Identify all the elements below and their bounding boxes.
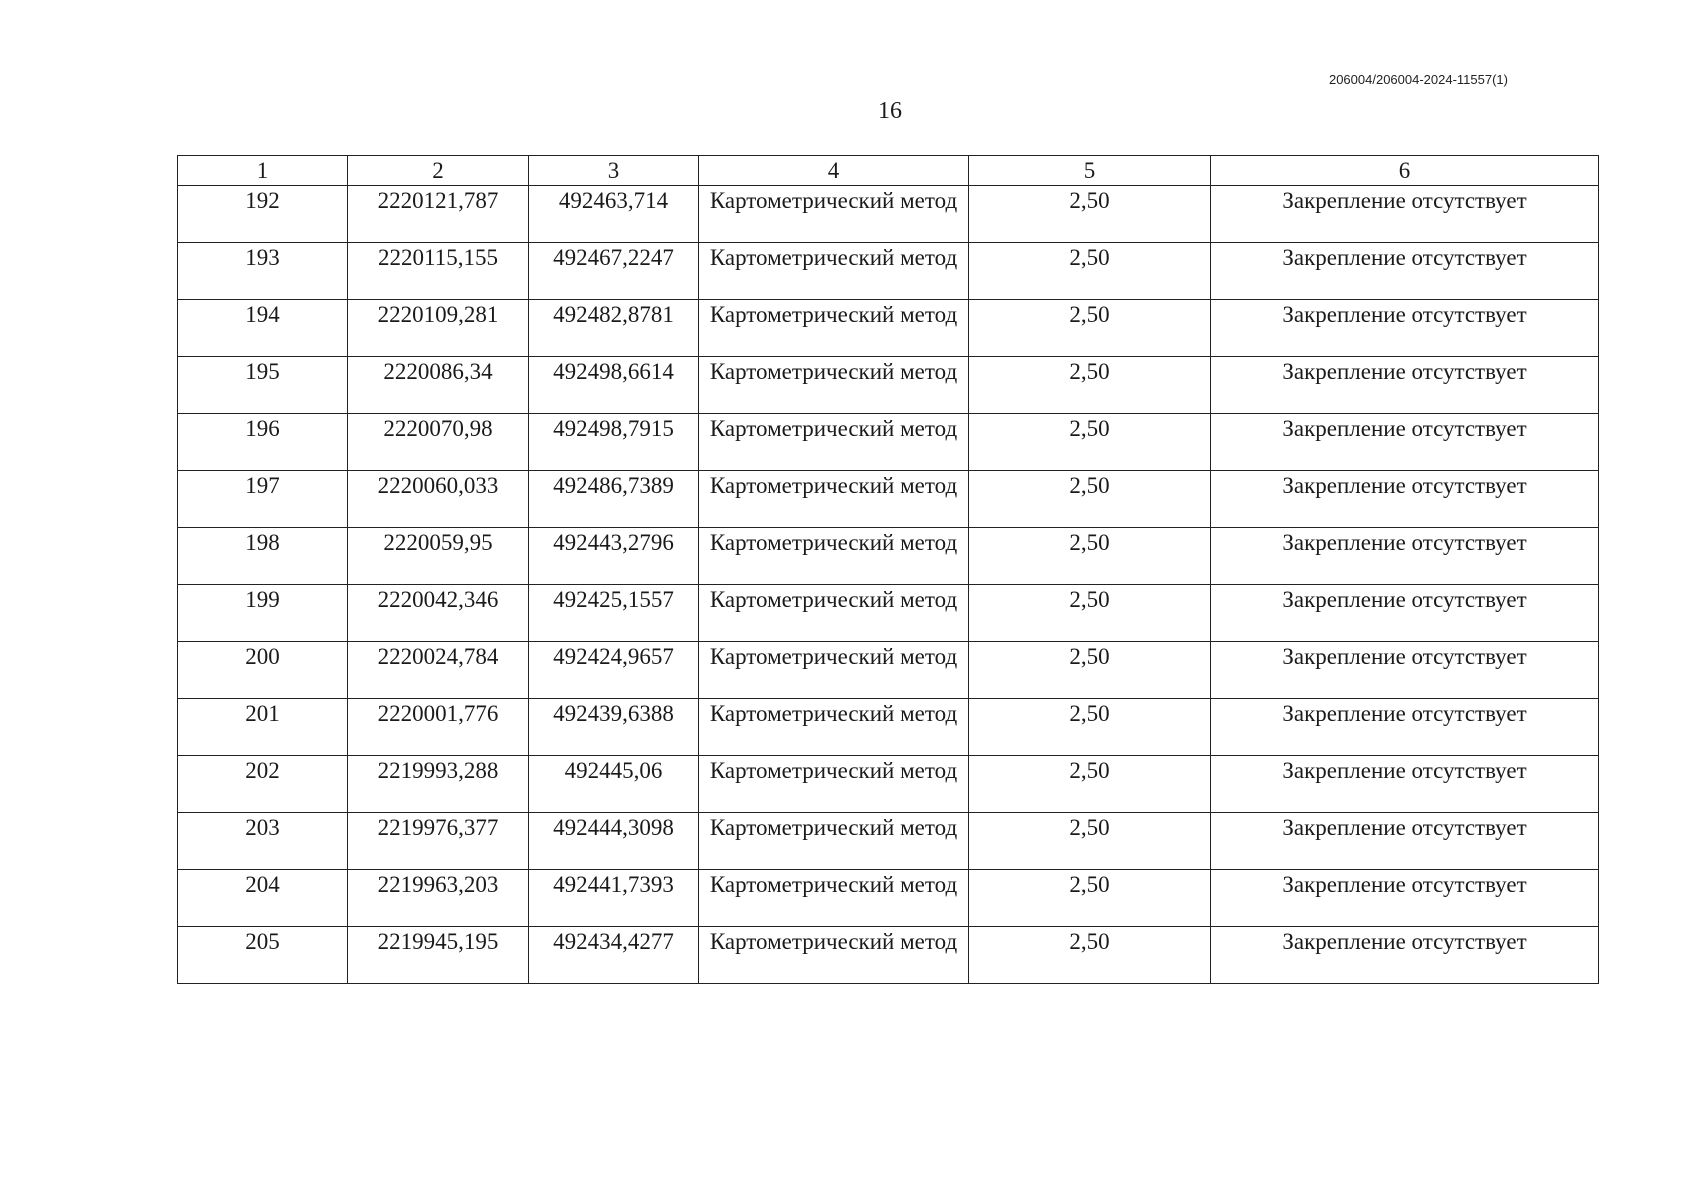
fixation-cell: Закрепление отсутствует	[1211, 585, 1599, 642]
x-coordinate-cell: 2220115,155	[348, 243, 529, 300]
fixation-cell: Закрепление отсутствует	[1211, 528, 1599, 585]
coordinates-table	[177, 155, 1599, 984]
method-cell: Картометрический метод	[699, 927, 969, 984]
y-coordinate-cell: 492443,2796	[529, 528, 699, 585]
accuracy-cell: 2,50	[969, 927, 1211, 984]
method-cell: Картометрический метод	[699, 300, 969, 357]
x-coordinate-cell: 2219993,288	[348, 756, 529, 813]
method-cell: Картометрический метод	[699, 642, 969, 699]
method-cell: Картометрический метод	[699, 243, 969, 300]
y-coordinate-cell: 492498,7915	[529, 414, 699, 471]
fixation-cell: Закрепление отсутствует	[1211, 870, 1599, 927]
table-row	[178, 300, 1599, 357]
method-cell: Картометрический метод	[699, 699, 969, 756]
x-coordinate-cell: 2220042,346	[348, 585, 529, 642]
table-row	[178, 699, 1599, 756]
fixation-cell: Закрепление отсутствует	[1211, 243, 1599, 300]
y-coordinate-cell: 492445,06	[529, 756, 699, 813]
table-row	[178, 585, 1599, 642]
accuracy-cell: 2,50	[969, 585, 1211, 642]
column-header-5: 5	[969, 156, 1211, 186]
table-row	[178, 471, 1599, 528]
y-coordinate-cell: 492467,2247	[529, 243, 699, 300]
accuracy-cell: 2,50	[969, 414, 1211, 471]
x-coordinate-cell: 2220059,95	[348, 528, 529, 585]
y-coordinate-cell: 492425,1557	[529, 585, 699, 642]
y-coordinate-cell: 492486,7389	[529, 471, 699, 528]
point-number-cell: 196	[178, 414, 348, 471]
x-coordinate-cell: 2220121,787	[348, 186, 529, 243]
table-row	[178, 642, 1599, 699]
y-coordinate-cell: 492463,714	[529, 186, 699, 243]
column-header-2: 2	[348, 156, 529, 186]
point-number-cell: 203	[178, 813, 348, 870]
table-row	[178, 870, 1599, 927]
table-row	[178, 813, 1599, 870]
page-number: 16	[878, 98, 902, 124]
table-row	[178, 243, 1599, 300]
method-cell: Картометрический метод	[699, 357, 969, 414]
table-header-row	[178, 156, 1599, 186]
fixation-cell: Закрепление отсутствует	[1211, 471, 1599, 528]
x-coordinate-cell: 2219945,195	[348, 927, 529, 984]
document-id: 206004/206004-2024-11557(1)	[1328, 72, 1508, 87]
point-number-cell: 194	[178, 300, 348, 357]
y-coordinate-cell: 492439,6388	[529, 699, 699, 756]
x-coordinate-cell: 2220070,98	[348, 414, 529, 471]
x-coordinate-cell: 2220001,776	[348, 699, 529, 756]
point-number-cell: 198	[178, 528, 348, 585]
accuracy-cell: 2,50	[969, 471, 1211, 528]
point-number-cell: 201	[178, 699, 348, 756]
accuracy-cell: 2,50	[969, 813, 1211, 870]
table-row	[178, 927, 1599, 984]
column-header-3: 3	[529, 156, 699, 186]
column-header-1: 1	[178, 156, 348, 186]
point-number-cell: 202	[178, 756, 348, 813]
table-row	[178, 357, 1599, 414]
y-coordinate-cell: 492498,6614	[529, 357, 699, 414]
accuracy-cell: 2,50	[969, 243, 1211, 300]
fixation-cell: Закрепление отсутствует	[1211, 357, 1599, 414]
method-cell: Картометрический метод	[699, 756, 969, 813]
point-number-cell: 205	[178, 927, 348, 984]
accuracy-cell: 2,50	[969, 756, 1211, 813]
method-cell: Картометрический метод	[699, 414, 969, 471]
accuracy-cell: 2,50	[969, 642, 1211, 699]
column-header-6: 6	[1211, 156, 1599, 186]
accuracy-cell: 2,50	[969, 528, 1211, 585]
fixation-cell: Закрепление отсутствует	[1211, 756, 1599, 813]
y-coordinate-cell: 492424,9657	[529, 642, 699, 699]
accuracy-cell: 2,50	[969, 699, 1211, 756]
point-number-cell: 199	[178, 585, 348, 642]
method-cell: Картометрический метод	[699, 471, 969, 528]
method-cell: Картометрический метод	[699, 585, 969, 642]
fixation-cell: Закрепление отсутствует	[1211, 813, 1599, 870]
table-row	[178, 186, 1599, 243]
y-coordinate-cell: 492444,3098	[529, 813, 699, 870]
point-number-cell: 204	[178, 870, 348, 927]
method-cell: Картометрический метод	[699, 528, 969, 585]
x-coordinate-cell: 2219976,377	[348, 813, 529, 870]
fixation-cell: Закрепление отсутствует	[1211, 414, 1599, 471]
x-coordinate-cell: 2219963,203	[348, 870, 529, 927]
method-cell: Картометрический метод	[699, 813, 969, 870]
y-coordinate-cell: 492434,4277	[529, 927, 699, 984]
x-coordinate-cell: 2220109,281	[348, 300, 529, 357]
fixation-cell: Закрепление отсутствует	[1211, 927, 1599, 984]
fixation-cell: Закрепление отсутствует	[1211, 642, 1599, 699]
x-coordinate-cell: 2220060,033	[348, 471, 529, 528]
accuracy-cell: 2,50	[969, 300, 1211, 357]
point-number-cell: 193	[178, 243, 348, 300]
method-cell: Картометрический метод	[699, 870, 969, 927]
fixation-cell: Закрепление отсутствует	[1211, 300, 1599, 357]
accuracy-cell: 2,50	[969, 186, 1211, 243]
point-number-cell: 192	[178, 186, 348, 243]
point-number-cell: 200	[178, 642, 348, 699]
column-header-4: 4	[699, 156, 969, 186]
table-row	[178, 528, 1599, 585]
y-coordinate-cell: 492482,8781	[529, 300, 699, 357]
method-cell: Картометрический метод	[699, 186, 969, 243]
point-number-cell: 195	[178, 357, 348, 414]
fixation-cell: Закрепление отсутствует	[1211, 699, 1599, 756]
x-coordinate-cell: 2220086,34	[348, 357, 529, 414]
y-coordinate-cell: 492441,7393	[529, 870, 699, 927]
table-row	[178, 756, 1599, 813]
table-row	[178, 414, 1599, 471]
point-number-cell: 197	[178, 471, 348, 528]
accuracy-cell: 2,50	[969, 870, 1211, 927]
x-coordinate-cell: 2220024,784	[348, 642, 529, 699]
accuracy-cell: 2,50	[969, 357, 1211, 414]
fixation-cell: Закрепление отсутствует	[1211, 186, 1599, 243]
table-body	[178, 186, 1599, 984]
